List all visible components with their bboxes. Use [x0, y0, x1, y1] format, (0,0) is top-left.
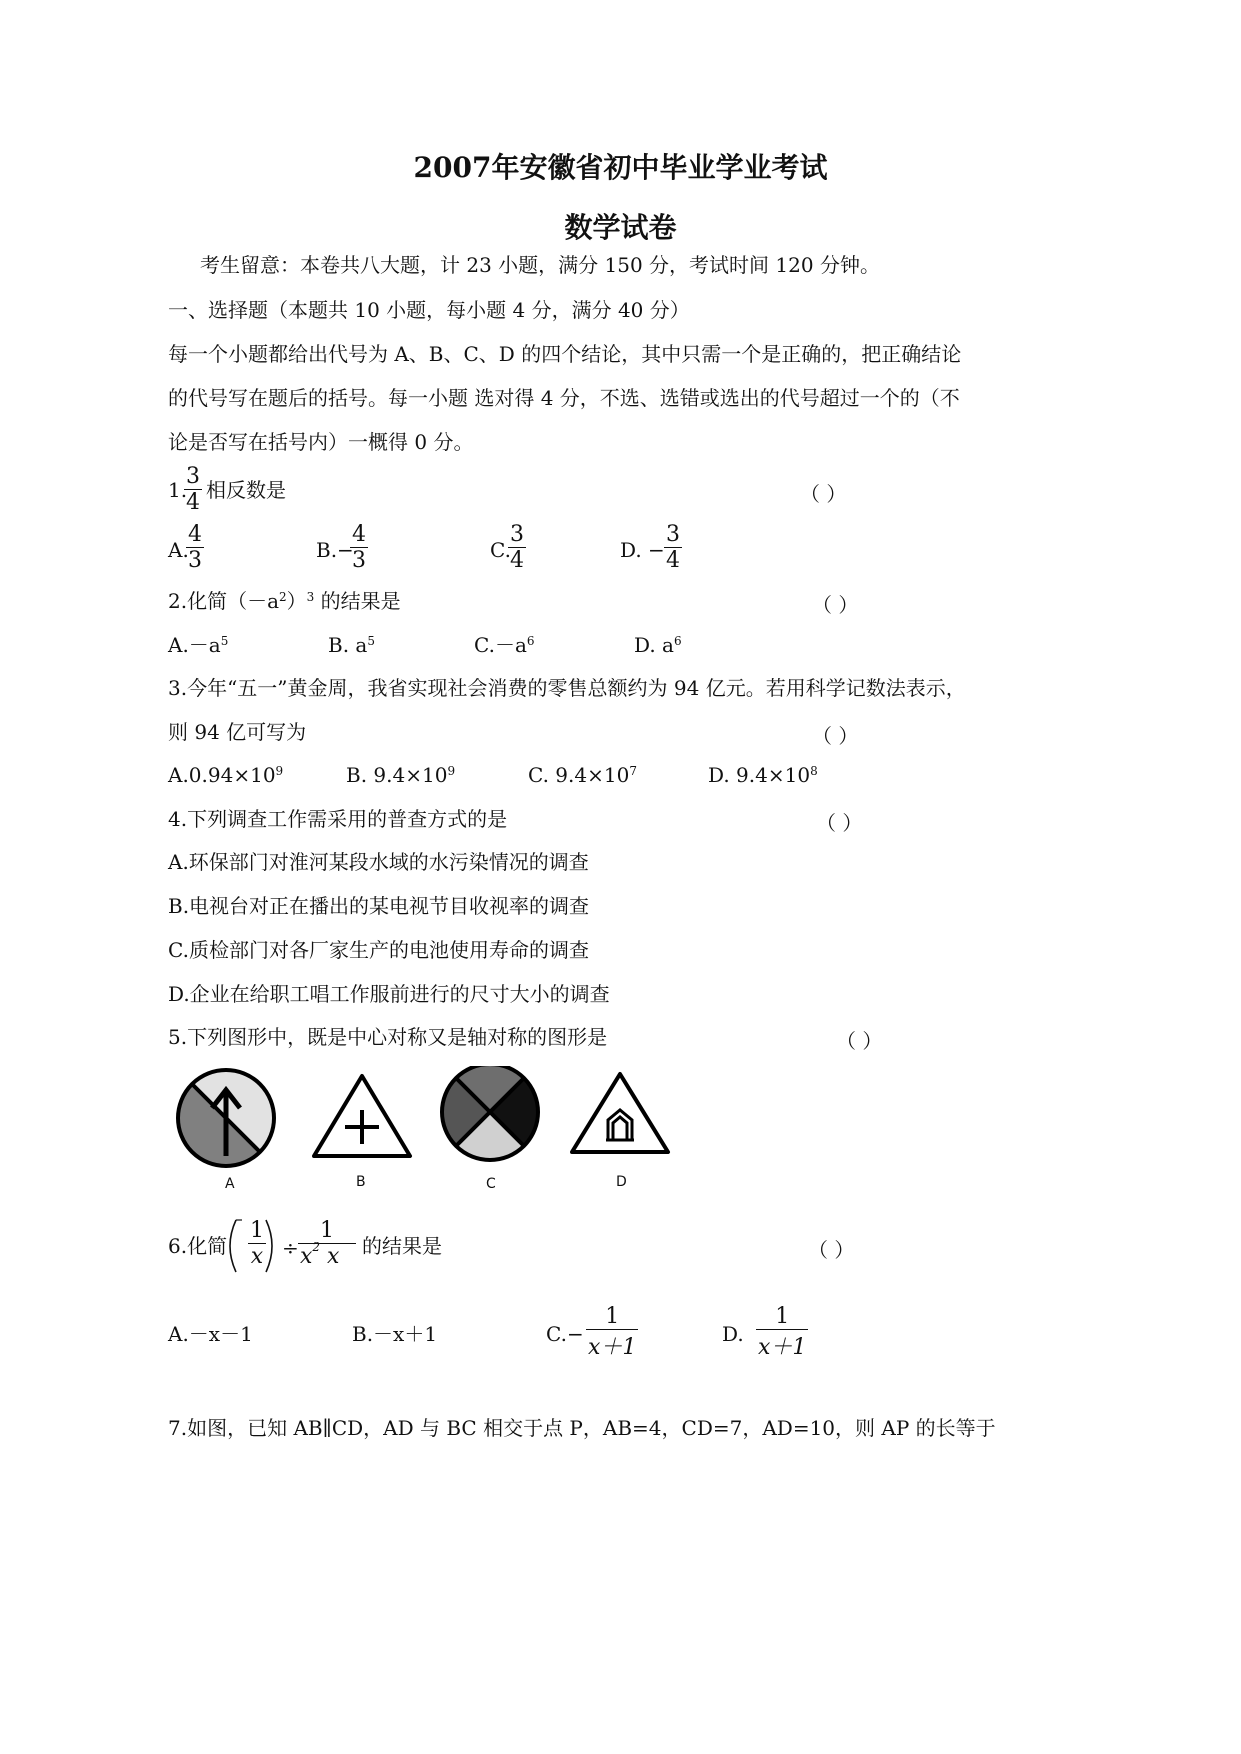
section-instruction-3: 论是否写在括号内）一概得 0 分。 — [168, 430, 474, 454]
q2-sup2: 3 — [306, 590, 315, 604]
frac-den: x — [250, 1244, 264, 1269]
figure-c-quartered-circle-icon — [442, 1066, 538, 1160]
q3-line2: 则 94 亿可写为 — [168, 720, 307, 744]
q6-option-a: A.－x－1 — [168, 1322, 253, 1346]
q3-d-sup: 8 — [810, 764, 818, 778]
q2-c-text: C.－a — [474, 633, 527, 657]
frac-num: 4 — [352, 522, 366, 547]
q2-text-part1: 2.化简（－a — [168, 589, 280, 613]
q1-option-b-fraction — [350, 522, 368, 573]
exam-notice: 考生留意：本卷共八大题，计 23 小题，满分 150 分，考试时间 120 分钟。 — [200, 253, 880, 277]
q2-d-text: D. a — [634, 633, 674, 657]
q4-answer-paren: （ ） — [816, 811, 863, 835]
q3-answer-paren: （ ） — [812, 724, 859, 748]
q1-fraction — [184, 464, 202, 515]
q3-b-sup: 9 — [447, 764, 456, 778]
q6-prefix: 6.化简 — [168, 1234, 228, 1258]
q3-c-sup: 7 — [629, 764, 637, 778]
q2-option-d — [634, 633, 682, 657]
frac-num: 3 — [510, 522, 524, 547]
q6-suffix: 的结果是 — [362, 1234, 442, 1258]
q2-b-text: B. a — [328, 633, 368, 657]
q6-option-d-label: D. — [722, 1322, 744, 1346]
q1-number: 1. — [168, 478, 188, 502]
q3-a-sup: 9 — [275, 764, 284, 778]
section-instruction-1: 每一个小题都给出代号为 A、B、C、D 的四个结论，其中只需一个是正确的，把正确结论 — [168, 342, 962, 366]
q1-option-a-fraction — [186, 522, 204, 573]
figure-b-triangle-plus-icon — [314, 1076, 410, 1156]
q3-line1: 3.今年“五一”黄金周，我省实现社会消费的零售总额约为 94 亿元。若用科学记数法表示， — [168, 676, 966, 700]
q6-option-b: B.－x＋1 — [352, 1322, 438, 1346]
frac-den: 4 — [510, 548, 524, 573]
q3-a-text: A.0.94×10 — [168, 763, 276, 787]
frac-num: 3 — [666, 522, 680, 547]
figure-label-d: D — [616, 1174, 627, 1190]
q6-option-c-label: C.− — [546, 1322, 584, 1346]
q5-text: 5.下列图形中，既是中心对称又是轴对称的图形是 — [168, 1025, 608, 1049]
q2-option-c — [474, 633, 535, 657]
q1-text: 相反数是 — [206, 478, 286, 502]
frac-num: 1 — [250, 1218, 264, 1243]
q4-option-a: A.环保部门对淮河某段水域的水污染情况的调查 — [168, 850, 589, 874]
figure-label-b: B — [356, 1174, 366, 1190]
q6-fraction-2 — [298, 1218, 356, 1269]
q1-answer-paren: （ ） — [800, 482, 847, 506]
q1-option-b-label: B.− — [316, 538, 354, 562]
q2-text-part2: ） — [286, 589, 307, 613]
frac-den: 3 — [352, 548, 366, 573]
q6-fraction-1 — [248, 1218, 266, 1269]
frac-num: 1 — [320, 1218, 334, 1243]
exam-title: 2007年安徽省初中毕业学业考试 — [413, 151, 828, 184]
q3-option-b — [346, 763, 455, 787]
q3-c-text: C. 9.4×10 — [528, 763, 630, 787]
q1-option-c-fraction — [508, 522, 526, 573]
figure-a-no-entry-arrow-icon — [178, 1070, 274, 1166]
q6-option-d-fraction — [756, 1304, 808, 1361]
q3-option-d — [708, 763, 818, 787]
q3-d-text: D. 9.4×10 — [708, 763, 811, 787]
q4-option-b: B.电视台对正在播出的某电视节目收视率的调查 — [168, 894, 590, 918]
q2-text — [168, 589, 401, 613]
exam-subtitle: 数学试卷 — [564, 211, 677, 244]
den-x: x — [300, 1244, 313, 1269]
q4-text: 4.下列调查工作需采用的普查方式的是 — [168, 807, 508, 831]
frac-den — [298, 1240, 356, 1269]
frac-den: x＋1 — [758, 1335, 807, 1360]
q5-answer-paren: （ ） — [836, 1029, 883, 1053]
q6-divide-sign: ÷ — [282, 1236, 299, 1260]
q1-option-d-label: D. − — [620, 538, 665, 562]
q3-b-text: B. 9.4×10 — [346, 763, 448, 787]
q2-answer-paren: （ ） — [812, 593, 859, 617]
q1-option-a-label: A. — [168, 538, 189, 562]
figure-label-c: C — [486, 1176, 496, 1192]
q2-text-part3: 的结果是 — [314, 589, 401, 613]
q2-b-sup: 5 — [367, 634, 375, 648]
den-tail: x — [320, 1244, 340, 1269]
q2-option-b — [328, 633, 375, 657]
figure-label-a: A — [225, 1176, 235, 1192]
q2-d-sup: 6 — [673, 634, 682, 648]
q4-option-c: C.质检部门对各厂家生产的电池使用寿命的调查 — [168, 938, 589, 962]
q2-option-a — [168, 633, 228, 657]
frac-den: 4 — [666, 548, 680, 573]
frac-num: 4 — [188, 522, 202, 547]
q1-option-d-fraction — [664, 522, 682, 573]
q1-option-c-label: C. — [490, 538, 511, 562]
q2-c-sup: 6 — [526, 634, 535, 648]
q6-option-c-fraction — [586, 1304, 638, 1361]
q1-frac-num: 3 — [186, 464, 200, 489]
section-instruction-2: 的代号写在题后的括号。每一小题 选对得 4 分，不选、选错或选出的代号超过一个的（不 — [168, 386, 960, 410]
q5-figures — [170, 1066, 690, 1196]
q2-a-text: A.－a — [168, 633, 221, 657]
frac-den: x＋1 — [588, 1335, 637, 1360]
q3-option-a — [168, 763, 283, 787]
section-heading: 一、选择题（本题共 10 小题，每小题 4 分，满分 40 分） — [168, 298, 690, 322]
den-sup: 2 — [312, 1240, 321, 1254]
q1-frac-den: 4 — [186, 490, 200, 515]
q2-a-sup: 5 — [220, 634, 229, 648]
q7-text: 7.如图，已知 AB∥CD，AD 与 BC 相交于点 P，AB=4，CD=7，AD=10，则 AP 的长等于 — [168, 1416, 996, 1440]
q3-option-c — [528, 763, 637, 787]
frac-den: 3 — [188, 548, 202, 573]
q2-sup1: 2 — [279, 590, 287, 604]
frac-num: 1 — [775, 1304, 790, 1329]
figure-d-triangle-house-icon — [572, 1074, 668, 1152]
frac-num: 1 — [605, 1304, 620, 1329]
q4-option-d: D.企业在给职工唱工作服前进行的尺寸大小的调查 — [168, 982, 610, 1006]
q6-answer-paren: （ ） — [808, 1238, 855, 1262]
